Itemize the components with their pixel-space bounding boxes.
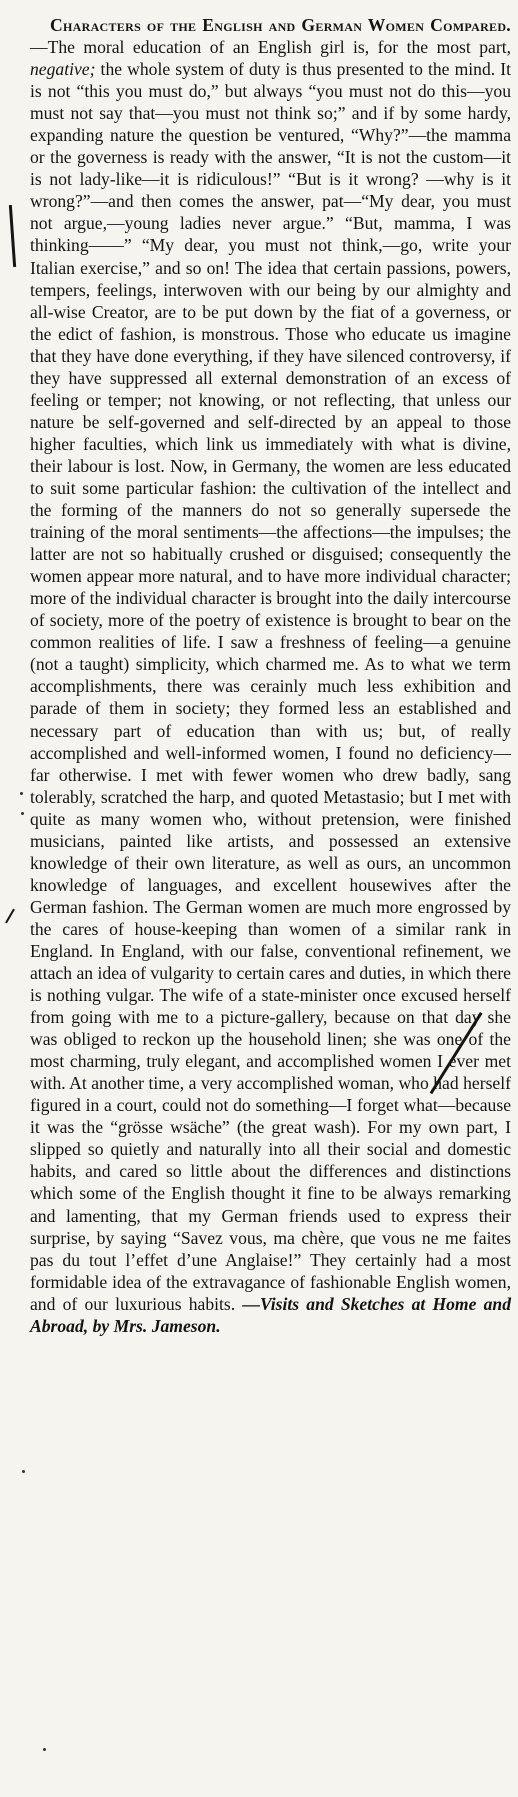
ink-speck	[20, 792, 23, 795]
article-column	[30, 14, 511, 1337]
ink-margin-mark	[9, 205, 16, 267]
article-body: the whole system of duty is thus presented to the mind. It is not “this you must do,” but always “you must not do this—you must not say that—you must not think so;” and if by some hardy, expanding nature the question be ventured, “Why?”—the mamma or the governess is ready with the answer, “It is not the custom—it is not lady-like—it is ridiculous!” “But is it wrong? —why is it wrong?”—and then comes the answer, pat—“My dear, you must not argue,—young ladies never argue.” “But, mamma, I was thinking——” “My dear, you must not think,—go, write your Italian exercise,” and so on! The idea that certain passions, powers, tempers, feelings, interwoven with our being by our almighty and all-wise Creator, are to be put down by the fiat of a governess, or the edict of fashion, is monstrous. Those who educate us imagine that they have done everything, if they have silenced controversy, if they have suppressed all external demonstration of an excess of feeling or temper; not knowing, or not reflecting, that unless our nature be self-governed and self-directed by an appeal to those higher faculties, which link us immediately with what is divine, their labour is lost. Now, in Germany, the women are less educated to suit some particular fashion: the cultivation of the intellect and the forming of the manners do not so generally supersede the training of the moral sentiments—the affections—the impulses; the latter are not so habitually crushed or disguised; consequently the women appear more natural, and to have more individual character; more of the individual character is brought into the daily intercourse of society, more of the poetry of existence is brought to bear on the common realities of life. I saw a freshness of feeling—a genuine (not a taught) simplicity, which charmed me. As to what we term accomplishments, there was cerainly much less exhibition and parade of them in society; they formed less an established and necessary part of education than with us; but, of really accomplished and well-informed women, I found no deficiency—far otherwise. I met with fewer women who drew badly, sang tolerably, scratched the harp, and quoted Metastasio; but I met with quite as many women who, without pretension, were finished musicians, painted like artists, and possessed an extensive knowledge of their own literature, as well as ours, an uncommon knowledge of languages, and excellent housewives after the German fashion. The German women are much more engrossed by the cares of house-keeping than women of a similar rank in England. In England, with our false, conventional refinement, we attach an idea of vulgarity to certain cares and duties, in which there is nothing vulgar. The wife of a state-minister once excused herself from going with me to a picture-gallery, because on that day she was obliged to reckon up the household linen; she was one of the most charming, truly elegant, and accomplished women I ever met with. At another time, a very accomplished woman, who had herself figured in a court, could not do something—I forget what—because it was the “grösse wsäche” (the great wash). For my own part, I slipped so quietly and naturally into all their social and domestic habits, and cared so little about the differences and distinctions which some of the English thought it fine to be always remarking and lamenting, that my German friends used to express their surprise, by saying “Savez vous, ma chère, que vous ne me faites pas du tout l’effet d’une Anglaise!” They certainly had a most formidable idea of the extravagance of fashionable English women, and of our luxurious habits.	[30, 59, 511, 1314]
ink-tick-mark	[5, 909, 15, 924]
ink-speck	[43, 1748, 46, 1751]
article-byline: —Visits and Sketches at Home and Abroad, by Mrs. Jameson.	[30, 1293, 511, 1336]
article-emphasis: negative;	[30, 59, 96, 80]
ink-speck	[22, 1470, 25, 1473]
article-title: Characters of the English and German Women Compared.	[50, 15, 511, 35]
ink-speck	[21, 812, 24, 815]
article-body-start: —The moral education of an English girl is, for the most part,	[30, 37, 511, 58]
